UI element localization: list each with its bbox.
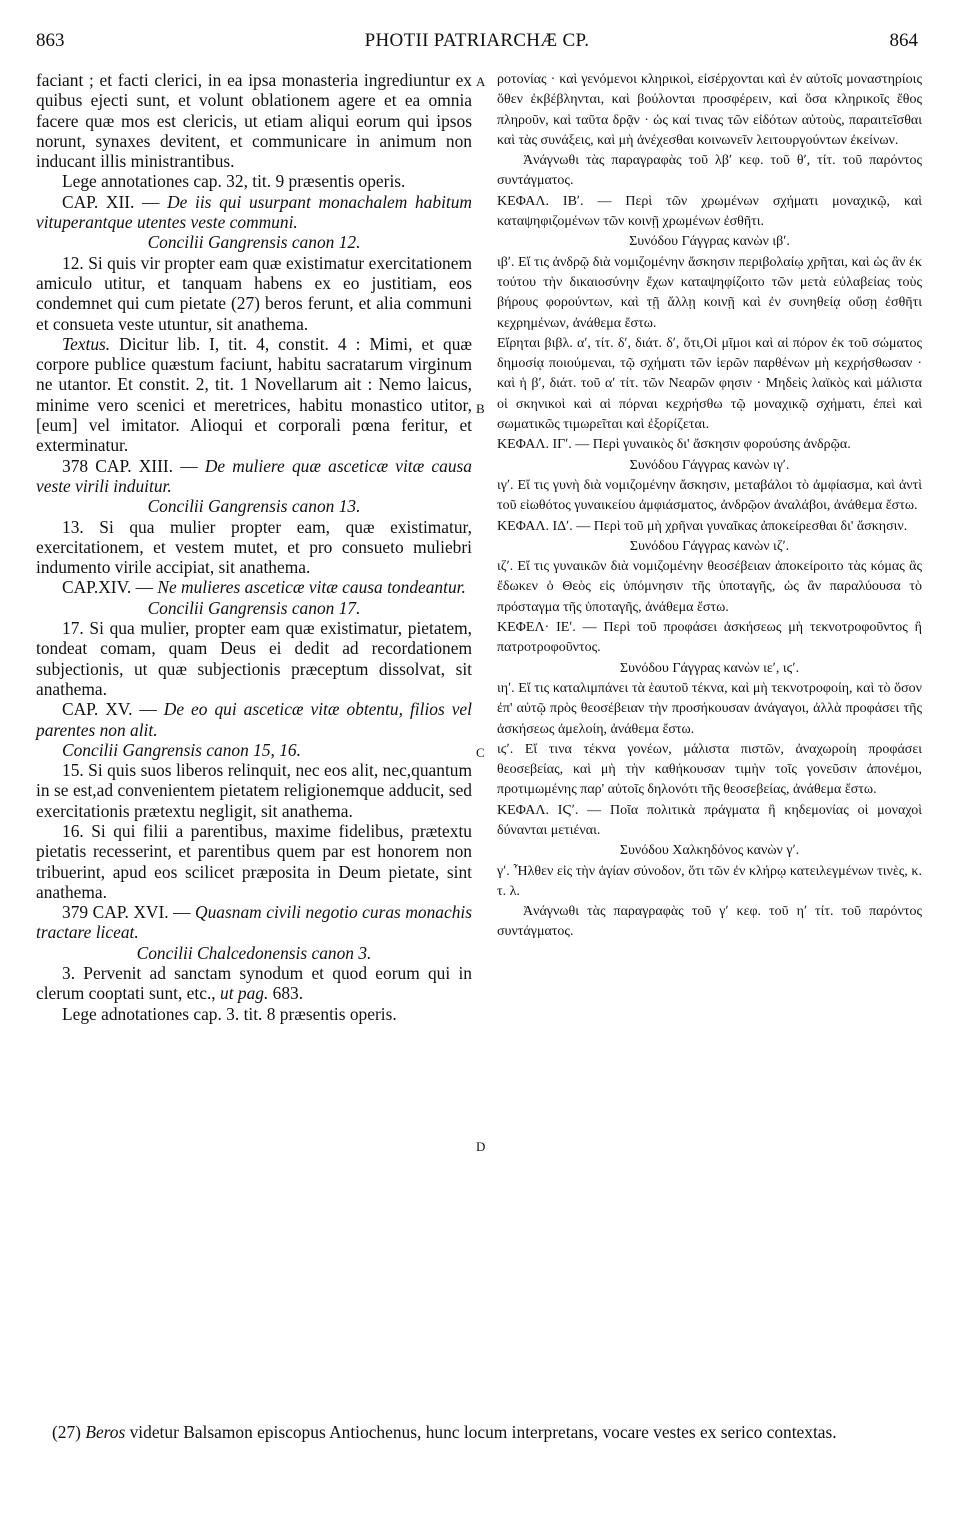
greek-textus: Εἴρηται βιβλ. αʹ, τίτ. δʹ, διάτ. δʹ, ὅτι,Οἱ μῖμοι καὶ αἱ πόρον ἐκ τοῦ σώματος δημοσίᾳ ποιούμεναι, τῷ σχήματι τῶν ἱερῶν παρθένων μὴ κεχρήσθωσαν · καὶ ἡ βʹ, διάτ. τοῦ αʹ τίτ. τῶν Νεαρῶν φησιν · Μηδεὶς λαϊκὸς καὶ μάλιστα οἱ σκηνικοὶ καὶ αἱ πόρναι κεχρήσθω τῷ μοναχικῷ σχήματι, ἐπεὶ καὶ σωματικῶς τιμωρεῖται καὶ ἐξορίζεται. xyxy=(497,335,922,433)
chapter-number: 379 CAP. XVI. — xyxy=(62,902,196,923)
section-marker-c: C xyxy=(476,745,485,760)
greek-para-2: Ἀνάγνωθι τὰς παραγραφὰς τοῦ λβʹ κεφ. τοῦ θʹ, τίτ. τοῦ παρόντος συντάγματος. xyxy=(497,153,922,189)
section-marker-b: B xyxy=(476,401,485,416)
greek-chapter-15-source: Συνόδου Γάγγρας κανὼν ιεʹ, ιϛʹ. xyxy=(619,660,800,676)
footnote xyxy=(52,1422,922,1443)
greek-chapter-16-text: γʹ. Ἦλθεν εἰς τὴν ἁγίαν σύνοδον, ὅτι τῶν ἐν κλήρῳ κατειλεγμένων τινὲς, κ. τ. λ. xyxy=(497,863,922,899)
section-marker-a: A xyxy=(476,74,486,89)
page-number-left: 863 xyxy=(36,30,65,51)
greek-chapter-16-source: Συνόδου Χαλκηδόνος κανὼν γʹ. xyxy=(619,843,800,859)
latin-chapter-16-source: Concilii Chalcedonensis canon 3. xyxy=(136,942,372,963)
greek-column xyxy=(497,70,922,943)
chapter-title: Ne mulieres asceticæ vitæ causa tondeantur. xyxy=(157,577,466,598)
latin-chapter-16-canon-text: 16. Si qui filii a parentibus, maxime fidelibus, prætextu pietatis recesserint, et parentibus quem par est honorem non tribuerint, apud eos scilicet præposita in Deum pietate, sint anathema. xyxy=(36,820,472,902)
chapter-title: De iis qui usurpant monachalem habitum vituperantque utentes veste communi. xyxy=(36,191,472,233)
greek-chapter-12-heading: ΚΕΦΑΛ. ΙΒʹ. — Περὶ τῶν χρωμένων σχήματι μοναχικῷ, καὶ καταψηφιζομένων τῶν κοινῇ χρωμένων ἐσθῆτι. xyxy=(497,193,922,230)
greek-chapter-15-text: ιηʹ. Εἴ τις καταλιμπάνει τὰ ἑαυτοῦ τέκνα, καὶ μὴ τεκνοτροφοίη, καὶ τὸ ὅσον ἐπ' αὐτῷ πρὸς θεοσέβειαν τὴν προσήκουσαν ἀνάγαγοι, ἀλλὰ προφάσει τῆς ἀσκήσεως ἀμελοίη, ἀνάθεμα ἔστω. xyxy=(497,680,922,737)
chapter-title: De eo qui asceticæ vitæ obtentu, filios vel parentes non alit. xyxy=(36,699,472,740)
greek-chapter-16-canon-text: ιϛʹ. Εἴ τινα τέκνα γονέων, μάλιστα πιστῶν, ἀναχωροίη προφάσει θεοσεβείας, καὶ μὴ τὴν καθήκουσαν τιμὴν τοῖς γονεῦσιν ἀπονέμοι, προτιμωμένης παρ' αὐτοῖς δηλονότι τῆς θεοσεβείας, ἀνάθεμα ἔστω. xyxy=(497,741,922,798)
greek-last-para: Ἀνάγνωθι τὰς παραγραφὰς τοῦ γʹ κεφ. τοῦ ηʹ τίτ. τοῦ παρόντος συντάγματος. xyxy=(497,904,922,940)
latin-chapter-12-heading xyxy=(36,192,472,233)
chapter-number: CAP. XII. — xyxy=(62,191,168,212)
chapter-title: De muliere quæ asceticæ vitæ causa veste virili induitur. xyxy=(36,455,472,496)
latin-column xyxy=(36,70,472,1024)
greek-chapter-16-heading: ΚΕΦΑΛ. ΙϚʹ. — Ποῖα πολιτικὰ πράγματα ἢ κηδεμονίας οἱ μοναχοὶ δύνανται μετιέναι. xyxy=(497,802,922,838)
latin-chapter-13-heading xyxy=(36,456,472,497)
text-run: 3. Pervenit ad sanctam synodum et quod eorum qui in clerum cooptati sunt, etc., xyxy=(36,963,472,1004)
greek-chapter-12-source: Συνόδου Γάγγρας κανὼν ιβʹ. xyxy=(629,234,790,250)
greek-chapter-14-heading: ΚΕΦΑΛ. ΙΔʹ. — Περὶ τοῦ μὴ χρῆναι γυναῖκας ἀποκείρεσθαι δι' ἄσκησιν. xyxy=(497,518,908,534)
latin-chapter-14-heading xyxy=(36,577,472,597)
greek-chapter-13-source: Συνόδου Γάγγρας κανὼν ιγʹ. xyxy=(629,457,790,473)
chapter-number: CAP. XV. — xyxy=(62,699,164,720)
latin-para-2: Lege annotationes cap. 32, tit. 9 præsentis operis. xyxy=(62,171,406,192)
greek-chapter-14-text: ιζʹ. Εἴ τις γυναικῶν διὰ νομιζομένην θεοσέβειαν ἀποκείροιτο τὰς κόμας ἃς ἔδωκεν ὁ Θεὸς εἰς ὑπόμνησιν τῆς ὑποταγῆς, ὡς ἂν παραλύουσα τὸ πρόσταγμα τῆς ὑποταγῆς, ἀνάθεμα ἔστω. xyxy=(497,559,922,615)
latin-chapter-14-source: Concilii Gangrensis canon 17. xyxy=(147,597,361,618)
textus-label: Textus. xyxy=(62,333,111,354)
footnote-text: videtur Balsamon episcopus Antiochenus, hunc locum interpretans, vocare vestes ex serico contextas. xyxy=(125,1422,837,1442)
page-header xyxy=(36,30,918,60)
footnote-keyword: Beros xyxy=(85,1422,126,1442)
text-run: 683. xyxy=(268,983,304,1004)
latin-chapter-15-source: Concilii Gangrensis canon 15, 16. xyxy=(62,739,301,760)
chapter-number: 378 CAP. XIII. — xyxy=(62,455,205,476)
latin-chapter-14-text: 17. Si qua mulier, propter eam quæ existimatur, pietatem, tondeat comam, quam Deus ei dedit ad recordationem subjectionis, ut quæ subjectionis præceptum dissolvat, sit anathema. xyxy=(36,618,472,699)
latin-textus xyxy=(36,334,472,456)
latin-last-para: Lege adnotationes cap. 3. tit. 8 præsentis operis. xyxy=(62,1003,397,1024)
footnote-number: (27) xyxy=(52,1422,86,1442)
latin-chapter-16-text xyxy=(36,963,472,1004)
text-run-italic: ut pag. xyxy=(220,983,269,1004)
latin-chapter-13-text: 13. Si qua mulier propter eam, quæ existimatur, exercitationem, et vestem mutet, et pro consueto muliebri indumento virile accipiat, sit anathema. xyxy=(36,516,472,578)
latin-chapter-15-heading xyxy=(36,699,472,740)
page-number-right: 864 xyxy=(889,30,918,51)
greek-para-1: ροτονίας · καὶ γενόμενοι κληρικοὶ, εἰσέρχονται καὶ ἐν αὐτοῖς μοναστηρίοις ὅθεν ἐκβέβληνται, καὶ βούλονται προσφέρειν, καὶ ὅσα κληρικοῖς ἔθος πληροῦν, καὶ ταῦτα δρᾷν · ὡς καί τινας τῶν εἰδότων αὐτοὺς, παραιτεῖσθαι καὶ τὰς συνάξεις, καὶ μὴ ἀνέχεσθαι κοινωνεῖν λειτουργούντων ἐκείνων. xyxy=(497,72,922,148)
latin-chapter-13-source: Concilii Gangrensis canon 13. xyxy=(147,496,361,517)
latin-chapter-12-source: Concilii Gangrensis canon 12. xyxy=(147,232,361,253)
greek-chapter-13-text: ιγʹ. Εἴ τις γυνὴ διὰ νομιζομένην ἄσκησιν, μεταβάλοι τὸ ἀμφίασμα, καὶ ἀντὶ τοῦ εἰωθότος γυναικείου ἀμφιάσματος, ἀνδρῷον ἀναλάβοι, ἀνάθεμα ἔστω. xyxy=(497,477,922,514)
latin-chapter-15-text: 15. Si quis suos liberos relinquit, nec eos alit, nec,quantum in se est,ad convenientem pietatem religionemque adducit, sed exercitationis prætextu negligit, sit anathema. xyxy=(36,760,472,821)
chapter-title: Quasnam civili negotio curas monachis tractare liceat. xyxy=(36,902,472,943)
latin-para-1: faciant ; et facti clerici, in ea ipsa monasteria ingrediuntur ex quibus ejecti sunt, et volunt oblationem agere et ea omnia facere quæ mos est clericis, ut etiam aliqui eorum qui ipsos norunt, synaxes devitent, et communicare in animum non inducant illis ministrantibus. xyxy=(36,70,472,172)
greek-chapter-12-text: ιβʹ. Εἴ τις ἀνδρῷ διὰ νομιζομένην ἄσκησιν περιβολαίῳ χρῆται, καὶ ὡς ἂν ἐκ τούτου τὴν δικαιοσύνην ἔχων καταψηφίζοιτο τῶν μετὰ εὐλαβείας τοὺς βήρους φορούντων, καὶ τῇ ἄλλῃ κοινῇ καὶ ἐν συνηθείᾳ οὔσῃ ἐσθῆτι κεχρημένων, ἀνάθεμα ἔστω. xyxy=(497,254,922,331)
section-marker-d: D xyxy=(476,1139,486,1154)
chapter-number: CAP.XIV. — xyxy=(62,577,158,598)
textus-body: Dicitur lib. I, tit. 4, constit. 4 : Mimi, et quæ corpore publice quæstum faciunt, habitu sacratarum virginum ne utantor. Et constit. 2, tit. 1 Novellarum ait : Nemo laicus, minime vero scenici et meretrices, habitu monastico utitor, [eum] vel imitator. Alioqui et corporali pœna feritur, et exterminatur. xyxy=(36,333,472,456)
latin-chapter-16-heading xyxy=(36,902,472,943)
greek-chapter-15-heading: ΚΕΦΕΛ· ΙΕʹ. — Περὶ τοῦ προφάσει ἀσκήσεως μὴ τεκνοτροφοῦντος ἢ πατροτροφοῦντος. xyxy=(497,620,922,656)
latin-chapter-12-text: 12. Si quis vir propter eam quæ existimatur exercitationem amiculo utitur, et tanquam habens ex eo justitiam, eos condemnet qui cum pietate (27) beros ferunt, et alia communi et consueta veste utuntur, sit anathema. xyxy=(36,252,472,334)
running-title: PHOTII PATRIARCHÆ CP. xyxy=(364,30,590,51)
greek-chapter-13-heading: ΚΕΦΑΛ. ΙΓʹ. — Περὶ γυναικὸς δι' ἄσκησιν φορούσης ἀνδρῷα. xyxy=(497,437,851,453)
greek-chapter-14-source: Συνόδου Γάγγρας κανὼν ιζʹ. xyxy=(629,538,790,554)
